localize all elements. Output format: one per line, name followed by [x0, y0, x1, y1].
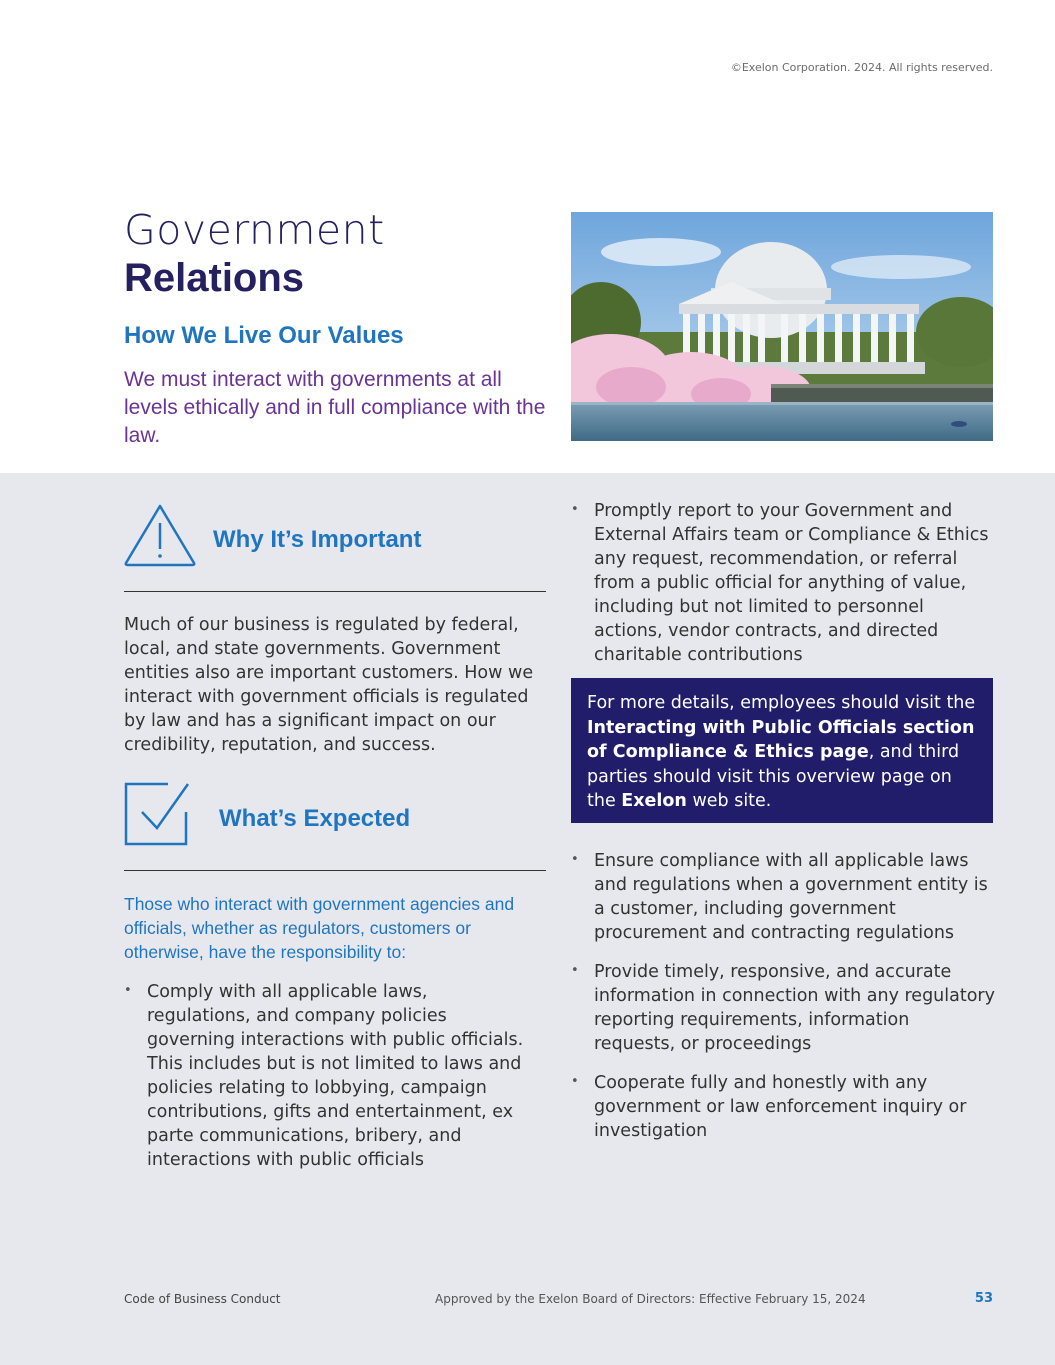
right-top-bullet-list	[571, 499, 996, 682]
left-bullet-list	[124, 980, 536, 1187]
right-bottom-bullet-list	[571, 849, 996, 1158]
callout-text: web site.	[686, 791, 772, 811]
list-item: • Comply with all applicable laws, regulations, and company policies governing interactions with public officials. This includes but is not limited to laws and policies relating to lobbying, campaign contributions, gifts and entertainment, ex parte communications, bribery, and interactions with public officials	[124, 980, 536, 1172]
page-title-line1: Government	[124, 206, 385, 254]
callout-text: , and third parties should visit this overview page on the	[587, 742, 960, 811]
why-important-heading: Why It’s Important	[213, 526, 422, 553]
copyright-notice: ©Exelon Corporation. 2024. All rights reserved.	[730, 61, 993, 74]
warning-triangle-icon	[124, 503, 196, 567]
exelon-link[interactable]: Exelon	[621, 791, 687, 811]
footer-approval: Approved by the Exelon Board of Directors: Effective February 15, 2024	[435, 1292, 866, 1306]
footer-doc-title: Code of Business Conduct	[124, 1292, 281, 1306]
list-item: • Cooperate fully and honestly with any government or law enforcement inquiry or investigation	[571, 1071, 996, 1143]
divider	[124, 591, 546, 592]
details-callout	[571, 678, 993, 823]
page-number: 53	[974, 1291, 993, 1306]
why-important-body: Much of our business is regulated by federal, local, and state governments. Government entities also are important customers. How we interact with government officials is regulated by law and has a significant impact on our credibility, reputation, and success.	[124, 615, 534, 755]
page-title-line2: Relations	[124, 256, 305, 300]
callout-text: For more details, employees should visit the	[587, 693, 976, 713]
list-item: • Promptly report to your Government and External Affairs team or Compliance & Ethics any request, recommendation, or referral from a public official for anything of value, including but not limited to personnel actions, vendor contracts, and directed charitable contributions	[571, 499, 996, 667]
list-item: • Provide timely, responsive, and accurate information in connection with any regulatory reporting requirements, information requests, or proceedings	[571, 960, 996, 1056]
intro-statement: We must interact with governments at all levels ethically and in full compliance with the law.	[124, 368, 546, 447]
memorial-photo	[571, 212, 993, 441]
section-subtitle: How We Live Our Values	[124, 322, 404, 349]
compliance-page-link[interactable]: Interacting with Public Officials section of Compliance & Ethics page	[587, 717, 975, 762]
responsibility-lead: Those who interact with government agencies and officials, whether as regulators, customers or otherwise, have the responsibility to:	[124, 894, 515, 962]
list-item: • Ensure compliance with all applicable laws and regulations when a government entity is a customer, including government procurement and contracting regulations	[571, 849, 996, 945]
whats-expected-heading: What’s Expected	[219, 805, 411, 832]
divider	[124, 870, 546, 871]
checkbox-check-icon	[124, 782, 190, 846]
